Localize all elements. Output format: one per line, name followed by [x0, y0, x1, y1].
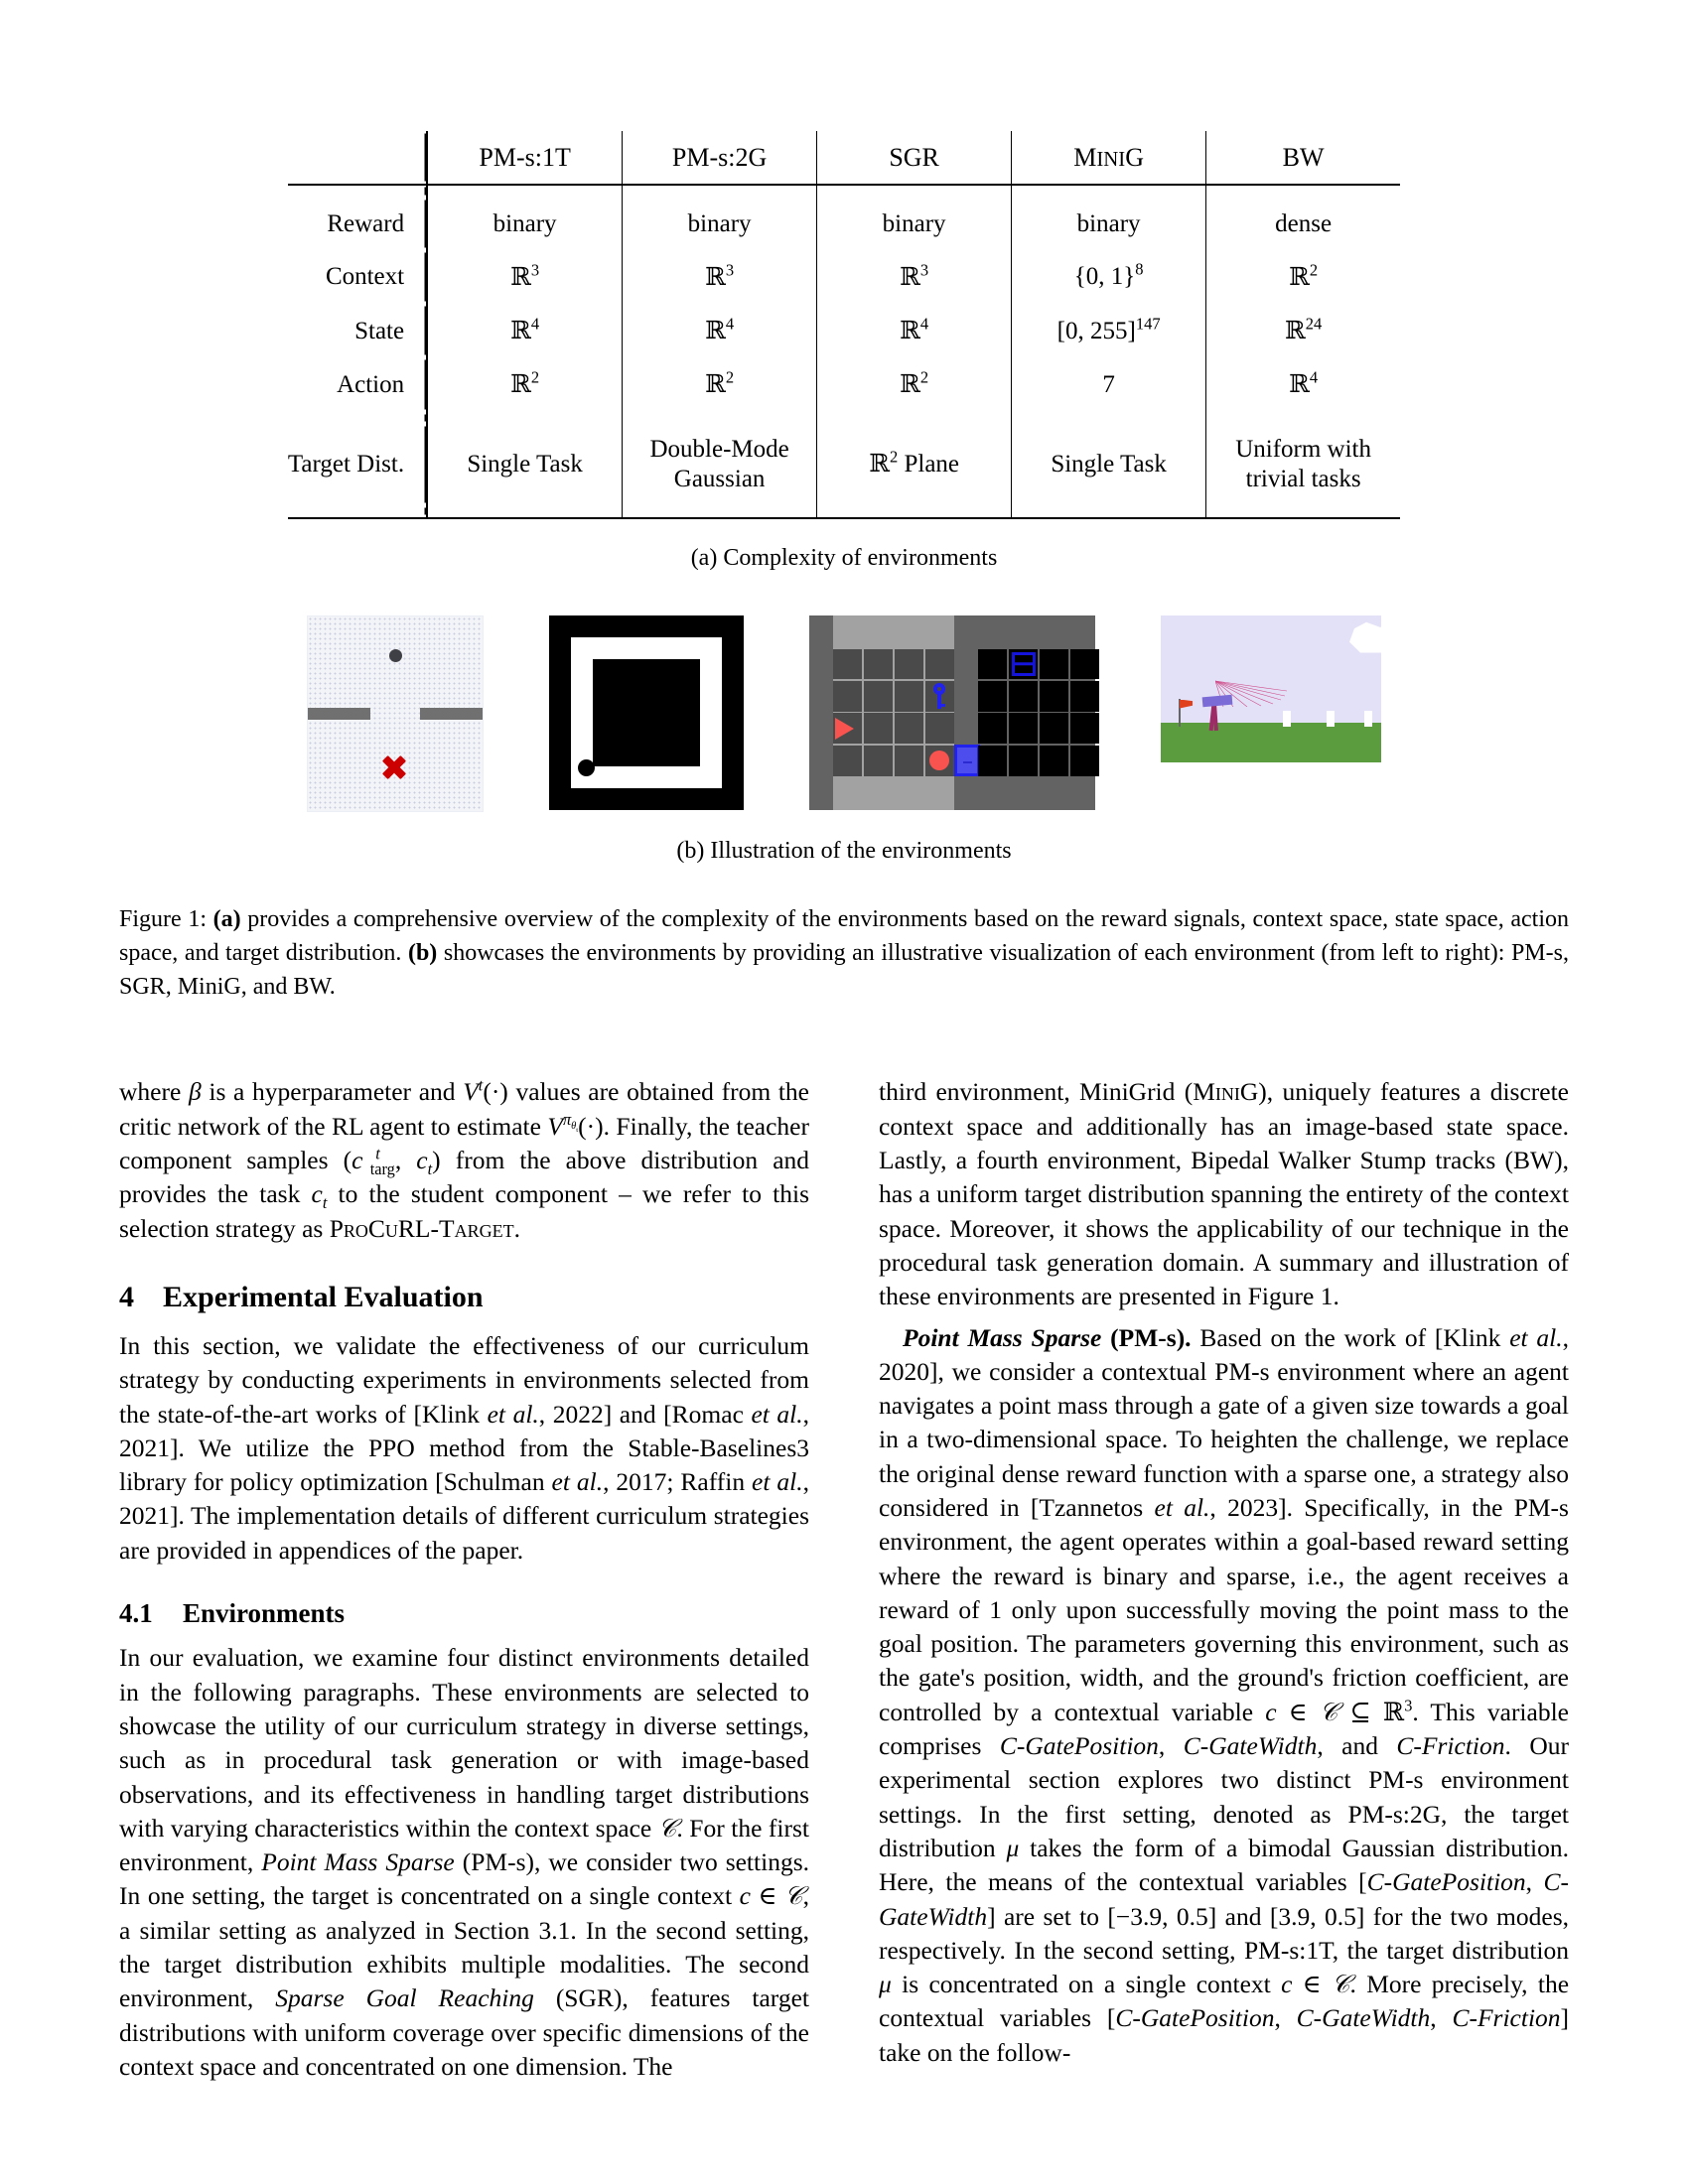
grid-cell [1070, 681, 1099, 712]
pms-text-9: is concentrated on a single context [891, 1970, 1282, 1999]
symbol-in-3: ∈ [1302, 1970, 1322, 1999]
cell-action-minig: 7 [1012, 357, 1206, 411]
pms-comma-1: , [1158, 1731, 1184, 1761]
ground-strip [1161, 723, 1381, 762]
symbol-cal-C-4: 𝒞 [1331, 1970, 1350, 2000]
where-text-2: is a hyperparameter and [201, 1077, 464, 1107]
c-gatewidth-3: C-GateWidth [1296, 2003, 1431, 2033]
eval-text-2: , 2022] and [Romac [538, 1399, 752, 1429]
table-row-reward [288, 198, 1400, 250]
cell-action-pms1t: ℝ$^2$ [427, 357, 623, 411]
minigrid-left-grid [833, 649, 954, 776]
subsection-title: Environments [183, 1598, 346, 1628]
symbol-mu-1: μ [1006, 1833, 1020, 1862]
minigrid-right-grid [978, 649, 1099, 776]
grid-cell [864, 746, 893, 776]
where-text-3: values are obtained from the critic network of the RL agent to estimate [119, 1077, 809, 1141]
goal-cross-icon [379, 752, 409, 782]
cell-context-minig: {0, 1}$^8$ [1012, 250, 1206, 304]
cell-state-sgr: ℝ$^4$ [817, 304, 1012, 357]
pms-text-10: . More precisely, the contextual variables [879, 1970, 1570, 2033]
cell-target-bw: Uniform with trivial tasks [1206, 424, 1401, 505]
c-gateposition-2: C-GatePosition [1366, 1867, 1526, 1897]
gate-wall-right [420, 708, 483, 720]
grid-cell [1009, 681, 1038, 712]
env-text-5: (SGR), features target distributions with uniform coverage over specific dimensions of the context space and concentrated on one dimension. The [119, 1983, 809, 2081]
cell-target-pms2g: Double-Mode Gaussian [623, 424, 817, 505]
subcaption-b: (b) Illustration of the environments [676, 837, 1012, 864]
env-text-2: . For the first environment, [119, 1813, 809, 1877]
paragraph-environments [119, 1641, 809, 2084]
third-text-2: ), uniquely features a discrete context space and additionally has an image-based state space. Lastly, a fourth environment, Bipedal Walker Stump tracks (BW), has a uniform target distribution spanning the entirety of the context space. Moreover, it shows the applicability of our technique in the procedural task generation domain. A summary and illustration of these environments are presented in Figure 1. [879, 1077, 1569, 1311]
door-icon [954, 745, 980, 776]
symbol-cal-C-1: 𝒞 [657, 1813, 677, 1843]
cell-context-pms2g: ℝ$^3$ [623, 250, 817, 304]
header-minig: MINIG [1012, 131, 1206, 184]
point-mass-agent-dot [389, 649, 402, 662]
grid-cell [864, 649, 893, 680]
pms-text-5: . Our experimental section explores two distinct PM-s environment settings. In the first setting, denoted as PM-s:2G, the target distribution [879, 1731, 1569, 1862]
header-pms2g: PM-s:2G [623, 131, 817, 184]
cell-state-minig: [0, 255]$^{147}$ [1012, 304, 1206, 357]
sgr-italic-name: Sparse Goal Reaching [275, 1983, 534, 2013]
sgr-agent-dot [578, 759, 595, 776]
right-column [879, 1075, 1569, 2084]
grid-cell [895, 713, 923, 744]
env-text-1: In our evaluation, we examine four distinct environments detailed in the following paragraphs. These environments are selected to showcase the utility of our curriculum strategy in diverse settings, such as in procedural task generation or with image-based observations, and its effectiveness in handling target distributions with varying characteristics within the context space [119, 1643, 809, 1843]
symbol-R-1: ℝ [1382, 1697, 1405, 1727]
pms-runin-title: Point Mass Sparse [903, 1322, 1102, 1352]
grid-cell [1040, 681, 1068, 712]
symbol-in-1: ∈ [758, 1881, 777, 1911]
grid-cell [925, 713, 954, 744]
cell-state-pms2g: ℝ$^4$ [623, 304, 817, 357]
figure-caption-prefix: Figure 1: [119, 905, 213, 932]
table-spacer [288, 185, 1400, 198]
eval-text-1: In this section, we validate the effectiveness of our curriculum strategy by conducting experiments in environments selected from the state-of-the-art works of [Klink [119, 1330, 809, 1429]
c-friction-2: C-Friction [1452, 2003, 1561, 2033]
grid-cell [1070, 649, 1099, 680]
symbol-in-2: ∈ [1288, 1697, 1308, 1726]
grid-cell [895, 681, 923, 712]
where-text-1: where [119, 1077, 189, 1107]
symbol-cal-C-2: 𝒞 [784, 1881, 803, 1912]
cell-context-pms1t: ℝ$^3$ [427, 250, 623, 304]
cloud-shape [1345, 621, 1381, 653]
figure-1 [119, 0, 1569, 1004]
row-label-state: State [354, 317, 405, 344]
where-text-6: to the student component – we refer to this selection strategy as [119, 1179, 809, 1243]
etal-6: et al. [1154, 1493, 1210, 1522]
subsection-number: 4.1 [119, 1598, 153, 1628]
cell-action-pms2g: ℝ$^2$ [623, 357, 817, 411]
cell-reward-pms1t: binary [427, 198, 623, 250]
agent-triangle-icon [835, 718, 854, 740]
row-label-action: Action [337, 370, 405, 398]
pms-text-8: for the two modes, respectively. In the second setting, PM-s:1T, the target distribution [879, 1901, 1569, 1965]
pms-text-7: are set to [995, 1901, 1108, 1931]
pms-text-2: , 2020], we consider a contextual PM-s environment where an agent navigates a point mass through a gate of a given size towards a goal in a two-dimensional space. To heighten the challenge, we replace the original dense reward function with a sparse one, a strategy also considered in [Tzannetos [879, 1322, 1569, 1522]
stump-2 [1327, 711, 1335, 727]
table-spacer-3 [288, 505, 1400, 517]
paragraph-third-environment [879, 1075, 1569, 1313]
row-label-reward: Reward [327, 209, 405, 237]
table-spacer-2 [288, 412, 1400, 424]
env-text-3: (PM-s), we consider two settings. In one setting, the target is concentrated on a single context [119, 1847, 809, 1911]
grid-cell [833, 649, 862, 680]
row-label-target-dist: Target Dist. [287, 450, 405, 478]
pms-text-3: , 2023]. Specifically, in the PM-s environment, the agent operates within a goal-based reward setting where the reward is binary and sparse, i.e., the agent receives a reward of 1 only upon successfully moving the point mass to the goal position. The parameters governing this environment, such as the gate's position, width, and the ground's friction coefficient, are controlled by a contextual variable [879, 1493, 1569, 1726]
minig-smallcaps: MiniG [1193, 1077, 1259, 1107]
where-text-4: . Finally, the teacher component samples [119, 1111, 809, 1175]
sgr-inner-block [593, 659, 700, 766]
cell-reward-minig: binary [1012, 198, 1206, 250]
cell-state-bw: ℝ$^{24}$ [1206, 304, 1401, 357]
grid-cell [978, 746, 1007, 776]
subcaption-a: (a) Complexity of environments [690, 544, 998, 571]
c-gateposition-3: C-GatePosition [1115, 2003, 1275, 2033]
box-icon [1012, 652, 1036, 676]
pms-value-1: [−3.9, 0.5] [1107, 1901, 1217, 1931]
environment-illustrations [119, 615, 1569, 812]
body-columns [119, 1075, 1569, 2084]
eval-text-4: , 2017; Raffin [603, 1467, 753, 1497]
etal-5: et al. [1509, 1322, 1563, 1352]
cell-context-bw: ℝ$^2$ [1206, 250, 1401, 304]
eval-text-5: , 2021]. The implementation details of different curriculum strategies are provided in appendices of the paper. [119, 1467, 809, 1565]
table-row-action [288, 357, 1400, 411]
key-icon [928, 683, 950, 709]
cell-action-sgr: ℝ$^2$ [817, 357, 1012, 411]
grid-cell [864, 713, 893, 744]
grid-cell [895, 649, 923, 680]
grid-cell-box [1009, 649, 1038, 680]
cell-reward-sgr: binary [817, 198, 1012, 250]
cell-action-bw: ℝ$^4$ [1206, 357, 1401, 411]
grid-cell [864, 681, 893, 712]
pms-runin-abbrev: (PM-s). [1101, 1322, 1192, 1352]
grid-cell [833, 746, 862, 776]
pms-text-11: take on the follow- [879, 2037, 1071, 2067]
grid-cell [833, 681, 862, 712]
cell-context-sgr: ℝ$^3$ [817, 250, 1012, 304]
cell-state-pms1t: ℝ$^4$ [427, 304, 623, 357]
grid-cell [1070, 713, 1099, 744]
section-title: Experimental Evaluation [163, 1280, 484, 1313]
paragraph-point-mass-sparse: Point Mass Sparse (PM-s). Based on the work of [Klink et al., 2020], we consider a contextual PM-s environment where an agent navigates a point mass through a gate of a given size towards a goal in a two-dimensional space. To heighten the challenge, we replace the original dense reward function with a sparse one, a strategy also considered in [Tzannetos et al., 2023]. Specifically, in the PM-s environment, the agent operates within a goal-based reward setting where the reward is binary and sparse, i.e., the agent receives a reward of 1 only upon successfully moving the point mass to the goal position. The parameters governing this environment, such as the gate's position, width, and the ground's friction coefficient, are controlled by a contextual variable c ∈ 𝒞 ⊆ ℝ$^3$. This variable comprises C-GatePosition, C-GateWidth, and C-Friction. Our experimental section explores two distinct PM-s environment settings. In the first setting, denoted as PM-s:2G, the target distribution μ takes the form of a bimodal Gaussian distribution. Here, the means of the contextual variables [C-GatePosition, C-GateWidth] are set to [−3.9, 0.5] and [3.9, 0.5] for the two modes, respectively. In the second setting, PM-s:1T, the target distribution μ is concentrated on a single context c ∈ 𝒞. More precisely, the contextual variables [C-GatePosition, C-GateWidth, C-Friction] take on the follow- [879, 1322, 1570, 2067]
c-gatewidth-2: C-GateWidth [879, 1867, 1570, 1931]
etal-3: et al. [551, 1467, 604, 1497]
cell-reward-pms2g: binary [623, 198, 817, 250]
symbol-c-1: c [739, 1881, 751, 1911]
stump-1 [1283, 711, 1291, 727]
grid-cell-ball [925, 746, 954, 776]
header-pms1t: PM-s:1T [427, 131, 623, 184]
grid-cell [1040, 713, 1068, 744]
ball-icon [929, 751, 949, 770]
figure-caption-text-2: showcases the environments by providing an illustrative visualization of each environment (from left to right): PM-s, SGR, MiniG, and BW. [119, 939, 1569, 1001]
section-heading-4 [119, 1280, 809, 1315]
grid-cell-agent [833, 713, 862, 744]
stump-3 [1364, 711, 1372, 727]
paragraph-where: where β is a hyperparameter and $V^t(\cdot)$ values are obtained from the critic network of the RL agent to estimate $V^{\pi_{\theta_t}}(\cdot)$. Finally, the teacher component samples (c $^t_{targ}$, $c_t$) from the above distribution and provides the task $c_t$ to the student component – we refer to this selection strategy as ProCuRL-Target. [119, 1075, 810, 1243]
c-gateposition-1: C-GatePosition [999, 1731, 1159, 1761]
flag-icon [1180, 700, 1193, 709]
pms-and: , and [1317, 1731, 1397, 1761]
symbol-c-2: c [1265, 1697, 1277, 1726]
grid-cell-key [925, 681, 954, 712]
where-text-5: from the above distribution and provides the task [119, 1146, 810, 1209]
figure-caption-bold-b: (b) [407, 939, 438, 966]
grid-cell [1040, 746, 1068, 776]
cell-target-sgr: ℝ$^2$ Plane [817, 424, 1012, 505]
minigrid-illustration [809, 615, 1095, 810]
pms-text-1: Based on the work of [Klink [1191, 1322, 1510, 1352]
symbol-beta: β [188, 1077, 202, 1107]
table-header-row [288, 131, 1400, 184]
cell-reward-bw: dense [1206, 198, 1401, 250]
symbol-cal-C-3: 𝒞 [1319, 1697, 1338, 1727]
grid-cell [978, 713, 1007, 744]
cell-target-pms1t: Single Task [427, 424, 623, 505]
grid-cell [895, 746, 923, 776]
grid-cell [978, 649, 1007, 680]
symbol-c-3: c [1281, 1970, 1293, 1999]
c-gatewidth-1: C-GateWidth [1183, 1731, 1318, 1761]
table-bottom-rule [288, 517, 1400, 518]
c-friction-1: C-Friction [1396, 1731, 1505, 1761]
etal-1: et al. [487, 1399, 539, 1429]
point-mass-sparse-illustration [307, 615, 484, 812]
third-text-1: third environment, MiniGrid ( [879, 1077, 1194, 1107]
gate-wall-left [308, 708, 370, 720]
walker-leg-2 [1212, 704, 1218, 730]
table-row-context [288, 250, 1400, 304]
etal-4: et al. [752, 1467, 803, 1497]
figure-caption-bold-a: (a) [212, 905, 241, 932]
header-bw: BW [1206, 131, 1401, 184]
subsection-heading-41 [119, 1597, 809, 1629]
row-label-context: Context [325, 263, 405, 291]
grid-cell [1009, 713, 1038, 744]
header-corner [288, 131, 427, 184]
left-column [119, 1075, 809, 2084]
header-sgr: SGR [817, 131, 1012, 184]
pms-italic-name: Point Mass Sparse [261, 1847, 455, 1877]
procurl-target-name: ProCuRL-Target. [329, 1213, 520, 1243]
figure-caption [119, 902, 1569, 1005]
section-number: 4 [119, 1280, 134, 1313]
pms-value-2: [3.9, 0.5] [1269, 1901, 1365, 1931]
sparse-goal-reaching-illustration [549, 615, 744, 810]
grid-cell [1009, 746, 1038, 776]
etal-2: et al. [751, 1399, 803, 1429]
grid-cell [925, 649, 954, 680]
cell-target-minig: Single Task [1012, 424, 1206, 505]
grid-cell [978, 681, 1007, 712]
figure-caption-text-1: provides a comprehensive overview of the complexity of the environments based on the reward signals, context space, state space, action space, and target distribution. [119, 905, 1570, 966]
walker-body [1202, 694, 1233, 707]
paragraph-experimental-eval [119, 1329, 809, 1568]
table-row-target-dist [288, 424, 1400, 505]
grid-cell [1070, 746, 1099, 776]
eval-text-3: , 2021]. We utilize the PPO method from the Stable-Baselines3 library for policy optimization [Schulman [119, 1399, 810, 1497]
bipedal-walker-illustration [1161, 615, 1381, 762]
pms-text-4: . This variable comprises [879, 1697, 1569, 1761]
env-text-4: , a similar setting as analyzed in Section 3.1. In the second setting, the target distribution exhibits multiple modalities. The second environment, [119, 1881, 810, 2013]
symbol-mu-2: μ [879, 1970, 892, 1999]
grid-cell [1040, 649, 1068, 680]
symbol-subseteq: ⊆ [1349, 1697, 1371, 1726]
table-row-state [288, 304, 1400, 357]
pms-and-2: and [1216, 1901, 1270, 1931]
pms-text-6: takes the form of a bimodal Gaussian distribution. Here, the means of the contextual variables [879, 1833, 1569, 1897]
complexity-table [288, 131, 1400, 519]
